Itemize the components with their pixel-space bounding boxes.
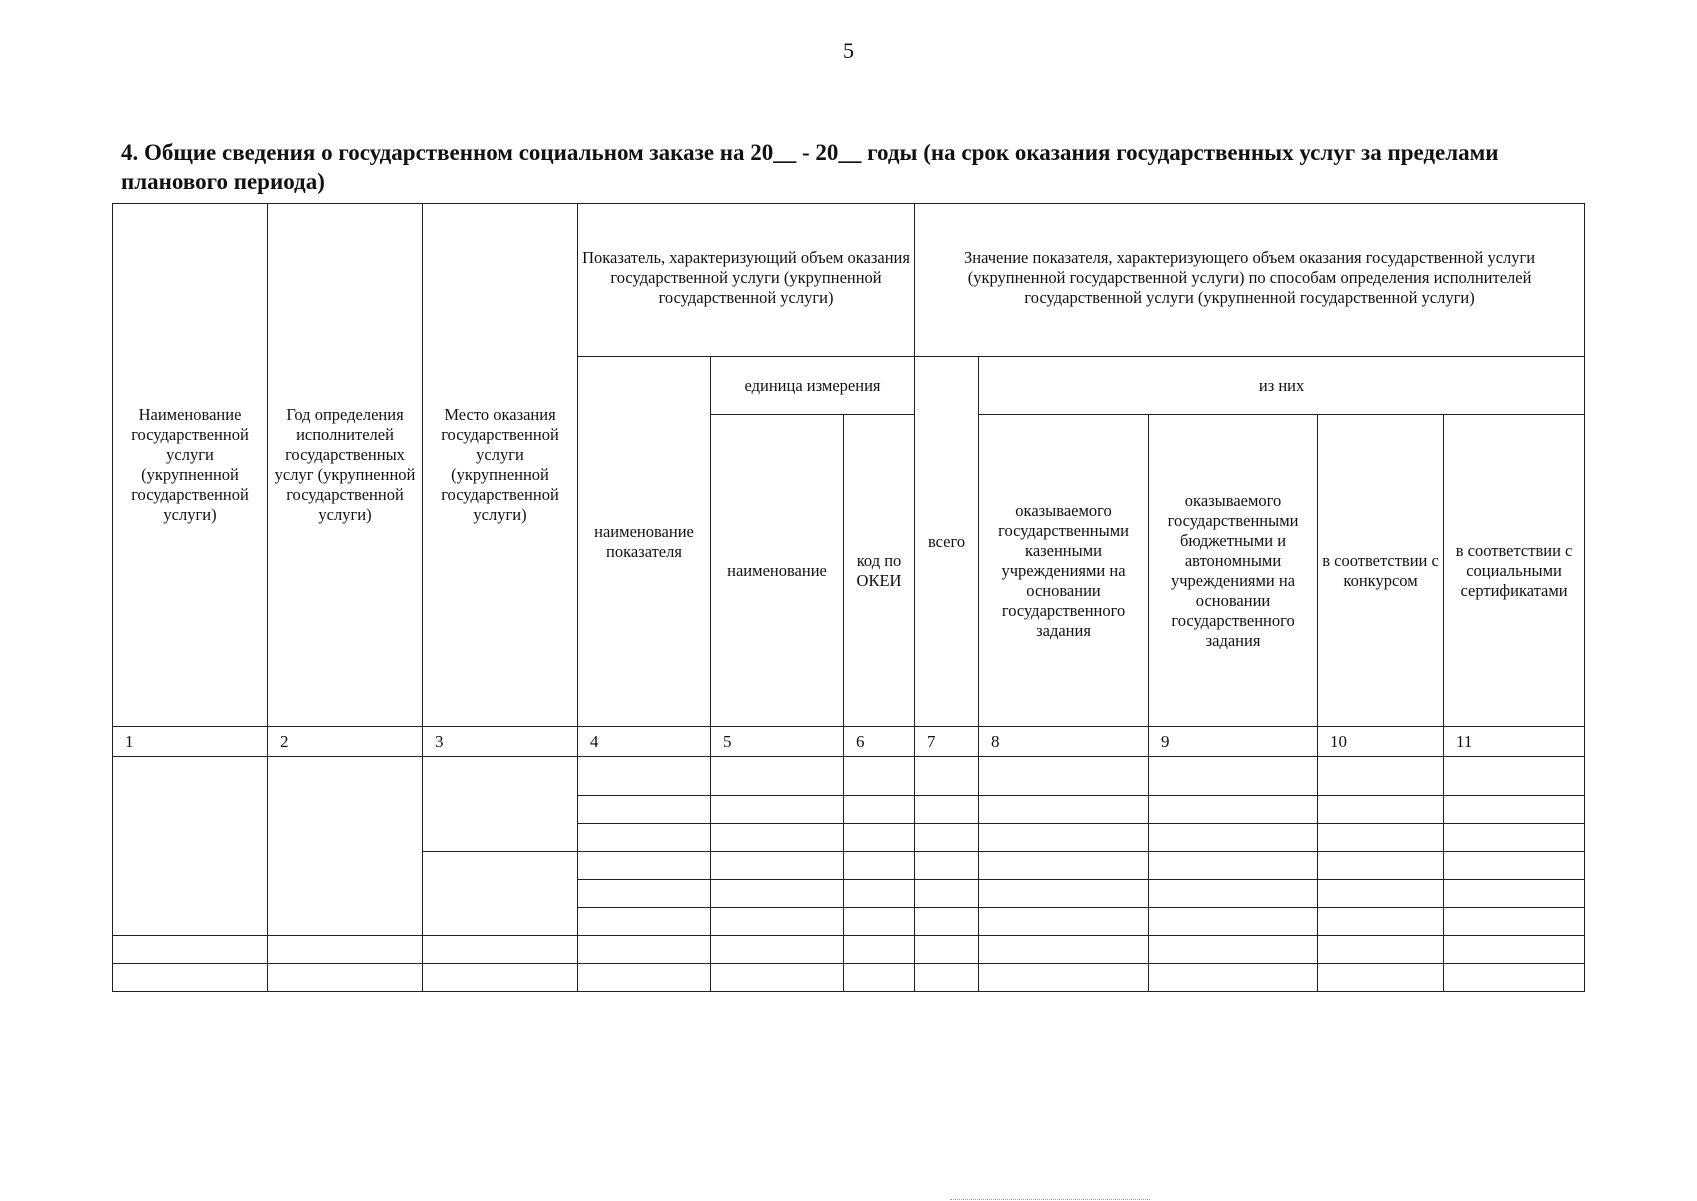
empty-cell (423, 936, 578, 964)
empty-cell (1444, 908, 1585, 936)
column-number: 3 (423, 727, 578, 757)
empty-cell (578, 824, 711, 852)
column-number: 9 (1149, 727, 1318, 757)
empty-cell (1149, 936, 1318, 964)
column-number-row (113, 727, 1585, 757)
empty-cell (711, 936, 844, 964)
header-unit-name: наименование (711, 415, 844, 727)
empty-cell (268, 757, 423, 936)
empty-cell (113, 757, 268, 936)
empty-cell (578, 964, 711, 992)
empty-cell (915, 824, 979, 852)
empty-cell (915, 880, 979, 908)
empty-cell (1444, 880, 1585, 908)
empty-cell (1318, 964, 1444, 992)
social-order-table (112, 203, 1585, 992)
empty-cell (1444, 796, 1585, 824)
empty-cell (915, 908, 979, 936)
empty-cell (711, 908, 844, 936)
empty-cell (1318, 936, 1444, 964)
empty-cell (979, 757, 1149, 796)
column-number: 10 (1318, 727, 1444, 757)
empty-cell (578, 852, 711, 880)
table-row (113, 936, 1585, 964)
empty-cell (979, 908, 1149, 936)
empty-cell (578, 880, 711, 908)
empty-cell (844, 852, 915, 880)
empty-cell (1444, 936, 1585, 964)
empty-cell (1149, 964, 1318, 992)
header-service-name: Наименование государственной услуги (укрупненной государственной услуги) (113, 204, 268, 727)
empty-cell (711, 880, 844, 908)
empty-cell (1318, 908, 1444, 936)
empty-cell (1318, 824, 1444, 852)
empty-cell (578, 908, 711, 936)
header-okei-code: код по ОКЕИ (844, 415, 915, 727)
section-title: 4. Общие сведения о государственном социальном заказе на 20__ - 20__ годы (на срок оказания государственных услуг за пределами планового периода) (121, 140, 1499, 194)
header-social-certificates: в соответствии с социальными сертификатами (1444, 415, 1585, 727)
empty-cell (423, 964, 578, 992)
empty-cell (1149, 908, 1318, 936)
header-total: всего (915, 357, 979, 727)
empty-cell (979, 796, 1149, 824)
empty-cell (711, 796, 844, 824)
column-number: 7 (915, 727, 979, 757)
empty-cell (113, 964, 268, 992)
empty-cell (1318, 852, 1444, 880)
empty-cell (1444, 964, 1585, 992)
column-number: 4 (578, 727, 711, 757)
empty-cell (979, 852, 1149, 880)
empty-cell (979, 880, 1149, 908)
empty-cell (1318, 880, 1444, 908)
empty-cell (268, 936, 423, 964)
empty-cell (113, 936, 268, 964)
empty-cell (915, 936, 979, 964)
empty-cell (1149, 824, 1318, 852)
empty-cell (1318, 796, 1444, 824)
empty-cell (1149, 880, 1318, 908)
table-row (113, 757, 1585, 796)
empty-cell (1318, 757, 1444, 796)
empty-cell (979, 936, 1149, 964)
column-number: 11 (1444, 727, 1585, 757)
header-of-them: из них (979, 357, 1585, 415)
empty-cell (268, 964, 423, 992)
column-number: 6 (844, 727, 915, 757)
empty-cell (578, 936, 711, 964)
empty-cell (844, 757, 915, 796)
header-indicator-name: наименование показателя (578, 357, 711, 727)
empty-cell (1149, 757, 1318, 796)
empty-cell (1444, 852, 1585, 880)
column-number: 2 (268, 727, 423, 757)
empty-cell (1149, 796, 1318, 824)
empty-cell (915, 757, 979, 796)
empty-cell (711, 964, 844, 992)
empty-cell (711, 824, 844, 852)
header-budget-institutions: оказываемого государственными бюджетными и автономными учреждениями на основании государственного задания (1149, 415, 1318, 727)
header-year: Год определения исполнителей государственных услуг (укрупненной государственной услуги) (268, 204, 423, 727)
empty-cell (979, 824, 1149, 852)
empty-cell (578, 796, 711, 824)
column-number: 8 (979, 727, 1149, 757)
header-unit-group: единица измерения (711, 357, 915, 415)
empty-cell (915, 964, 979, 992)
empty-cell (844, 824, 915, 852)
empty-cell (1444, 757, 1585, 796)
page-number: 5 (843, 38, 854, 63)
empty-cell (979, 964, 1149, 992)
empty-cell (423, 852, 578, 936)
table-row (113, 964, 1585, 992)
empty-cell (1444, 824, 1585, 852)
empty-cell (423, 757, 578, 852)
header-competition: в соответствии с конкурсом (1318, 415, 1444, 727)
header-indicator-group: Показатель, характеризующий объем оказания государственной услуги (укрупненной государственной услуги) (578, 204, 915, 357)
empty-cell (1149, 852, 1318, 880)
column-number: 5 (711, 727, 844, 757)
empty-cell (844, 936, 915, 964)
empty-cell (844, 964, 915, 992)
empty-cell (844, 796, 915, 824)
empty-cell (711, 757, 844, 796)
empty-cell (578, 757, 711, 796)
empty-cell (915, 852, 979, 880)
empty-cell (711, 852, 844, 880)
column-number: 1 (113, 727, 268, 757)
header-state-institutions: оказываемого государственными казенными учреждениями на основании государственного задания (979, 415, 1149, 727)
empty-cell (915, 796, 979, 824)
empty-cell (844, 880, 915, 908)
header-value-group: Значение показателя, характеризующего объем оказания государственной услуги (укрупненной государственной услуги) по способам определения исполнителей государственной услуги (укрупненной государственной услуги) (915, 204, 1585, 357)
header-place: Место оказания государственной услуги (укрупненной государственной услуги) (423, 204, 578, 727)
empty-cell (844, 908, 915, 936)
